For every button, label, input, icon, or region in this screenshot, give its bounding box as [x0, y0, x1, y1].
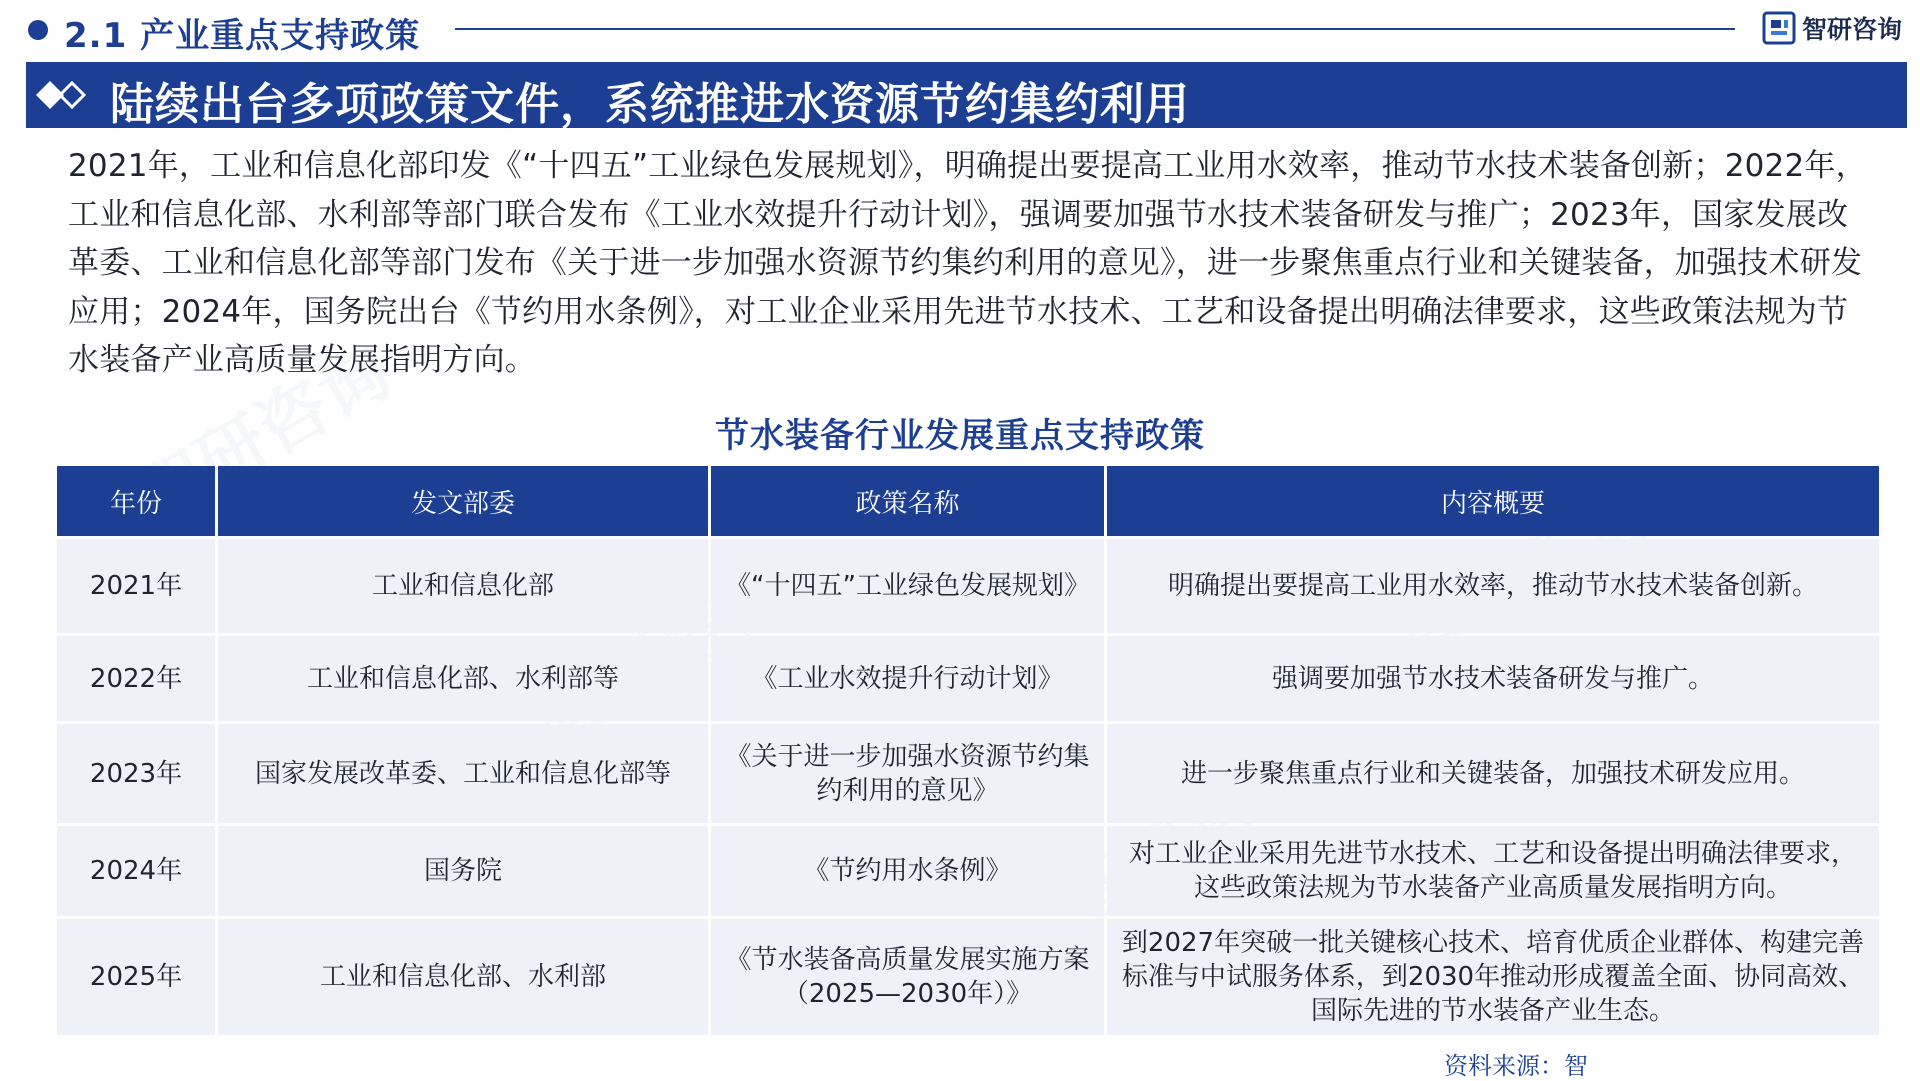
policy-table: [54, 463, 1882, 1038]
intro-paragraph: 2021年，工业和信息化部印发《“十四五”工业绿色发展规划》，明确提出要提高工业用水效率，推动节水技术装备创新；2022年，工业和信息化部、水利部等部门联合发布《工业水效提升行动计划》，强调要加强节水技术装备研发与推广；2023年，国家发展改革委、工业和信息化部等部门发布《关于进一步加强水资源节约集约利用的意见》，进一步聚焦重点行业和关键装备，加强技术研发应用；2024年，国务院出台《节约用水条例》，对工业企业采用先进节水技术、工艺和设备提出明确法律要求，这些政策法规为节水装备产业高质量发展指明方向。: [68, 148, 1867, 378]
title-banner: [26, 62, 1907, 128]
column-header-summary: 内容概要: [1107, 466, 1879, 536]
bullet-dot-icon: [28, 20, 48, 40]
cell-policy: 《“十四五”工业绿色发展规划》: [711, 539, 1104, 633]
section-title: 2.1 产业重点支持政策: [64, 16, 421, 56]
brand-mark-icon: [1762, 11, 1796, 45]
cell-summary: 到2027年突破一批关键核心技术、培育优质企业群体、构建完善标准与中试服务体系，到2030年推动形成覆盖全面、协同高效、国际先进的节水装备产业生态。: [1107, 919, 1879, 1035]
cell-department: 工业和信息化部: [218, 539, 708, 633]
cell-department: 国家发展改革委、工业和信息化部等: [218, 724, 708, 823]
table-header-row: [57, 466, 1879, 536]
cell-department: 国务院: [218, 826, 708, 916]
cell-summary: 强调要加强节水技术装备研发与推广。: [1107, 636, 1879, 721]
cell-policy: 《节约用水条例》: [711, 826, 1104, 916]
cell-policy: 《节水装备高质量发展实施方案（2025—2030年）》: [711, 919, 1104, 1035]
table-row: [57, 826, 1879, 916]
cell-year: 2023年: [57, 724, 215, 823]
cell-policy: 《工业水效提升行动计划》: [711, 636, 1104, 721]
diamond-icon: [36, 79, 96, 111]
column-header-department: 发文部委: [218, 466, 708, 536]
table-title: 节水装备行业发展重点支持政策: [715, 416, 1205, 456]
table-row: [57, 919, 1879, 1035]
cell-year: 2025年: [57, 919, 215, 1035]
table-row: [57, 636, 1879, 721]
cell-year: 2021年: [57, 539, 215, 633]
table-row: [57, 724, 1879, 823]
brand-name: 智研咨询: [1802, 15, 1903, 44]
cell-year: 2024年: [57, 826, 215, 916]
cell-summary: 进一步聚焦重点行业和关键装备，加强技术研发应用。: [1107, 724, 1879, 823]
cell-summary: 明确提出要提高工业用水效率，推动节水技术装备创新。: [1107, 539, 1879, 633]
table-row: [57, 539, 1879, 633]
top-header: [0, 0, 1920, 58]
cell-year: 2022年: [57, 636, 215, 721]
brand-logo: [1762, 10, 1902, 46]
cell-summary: 对工业企业采用先进节水技术、工艺和设备提出明确法律要求，这些政策法规为节水装备产业高质量发展指明方向。: [1107, 826, 1879, 916]
cell-department: 工业和信息化部、水利部: [218, 919, 708, 1035]
source-note: 资料来源：智: [1444, 1052, 1588, 1080]
column-header-year: 年份: [57, 466, 215, 536]
banner-title: 陆续出台多项政策文件，系统推进水资源节约集约利用: [110, 79, 1190, 130]
cell-department: 工业和信息化部、水利部等: [218, 636, 708, 721]
header-divider: [455, 28, 1735, 30]
cell-policy: 《关于进一步加强水资源节约集约利用的意见》: [711, 724, 1104, 823]
column-header-policy: 政策名称: [711, 466, 1104, 536]
